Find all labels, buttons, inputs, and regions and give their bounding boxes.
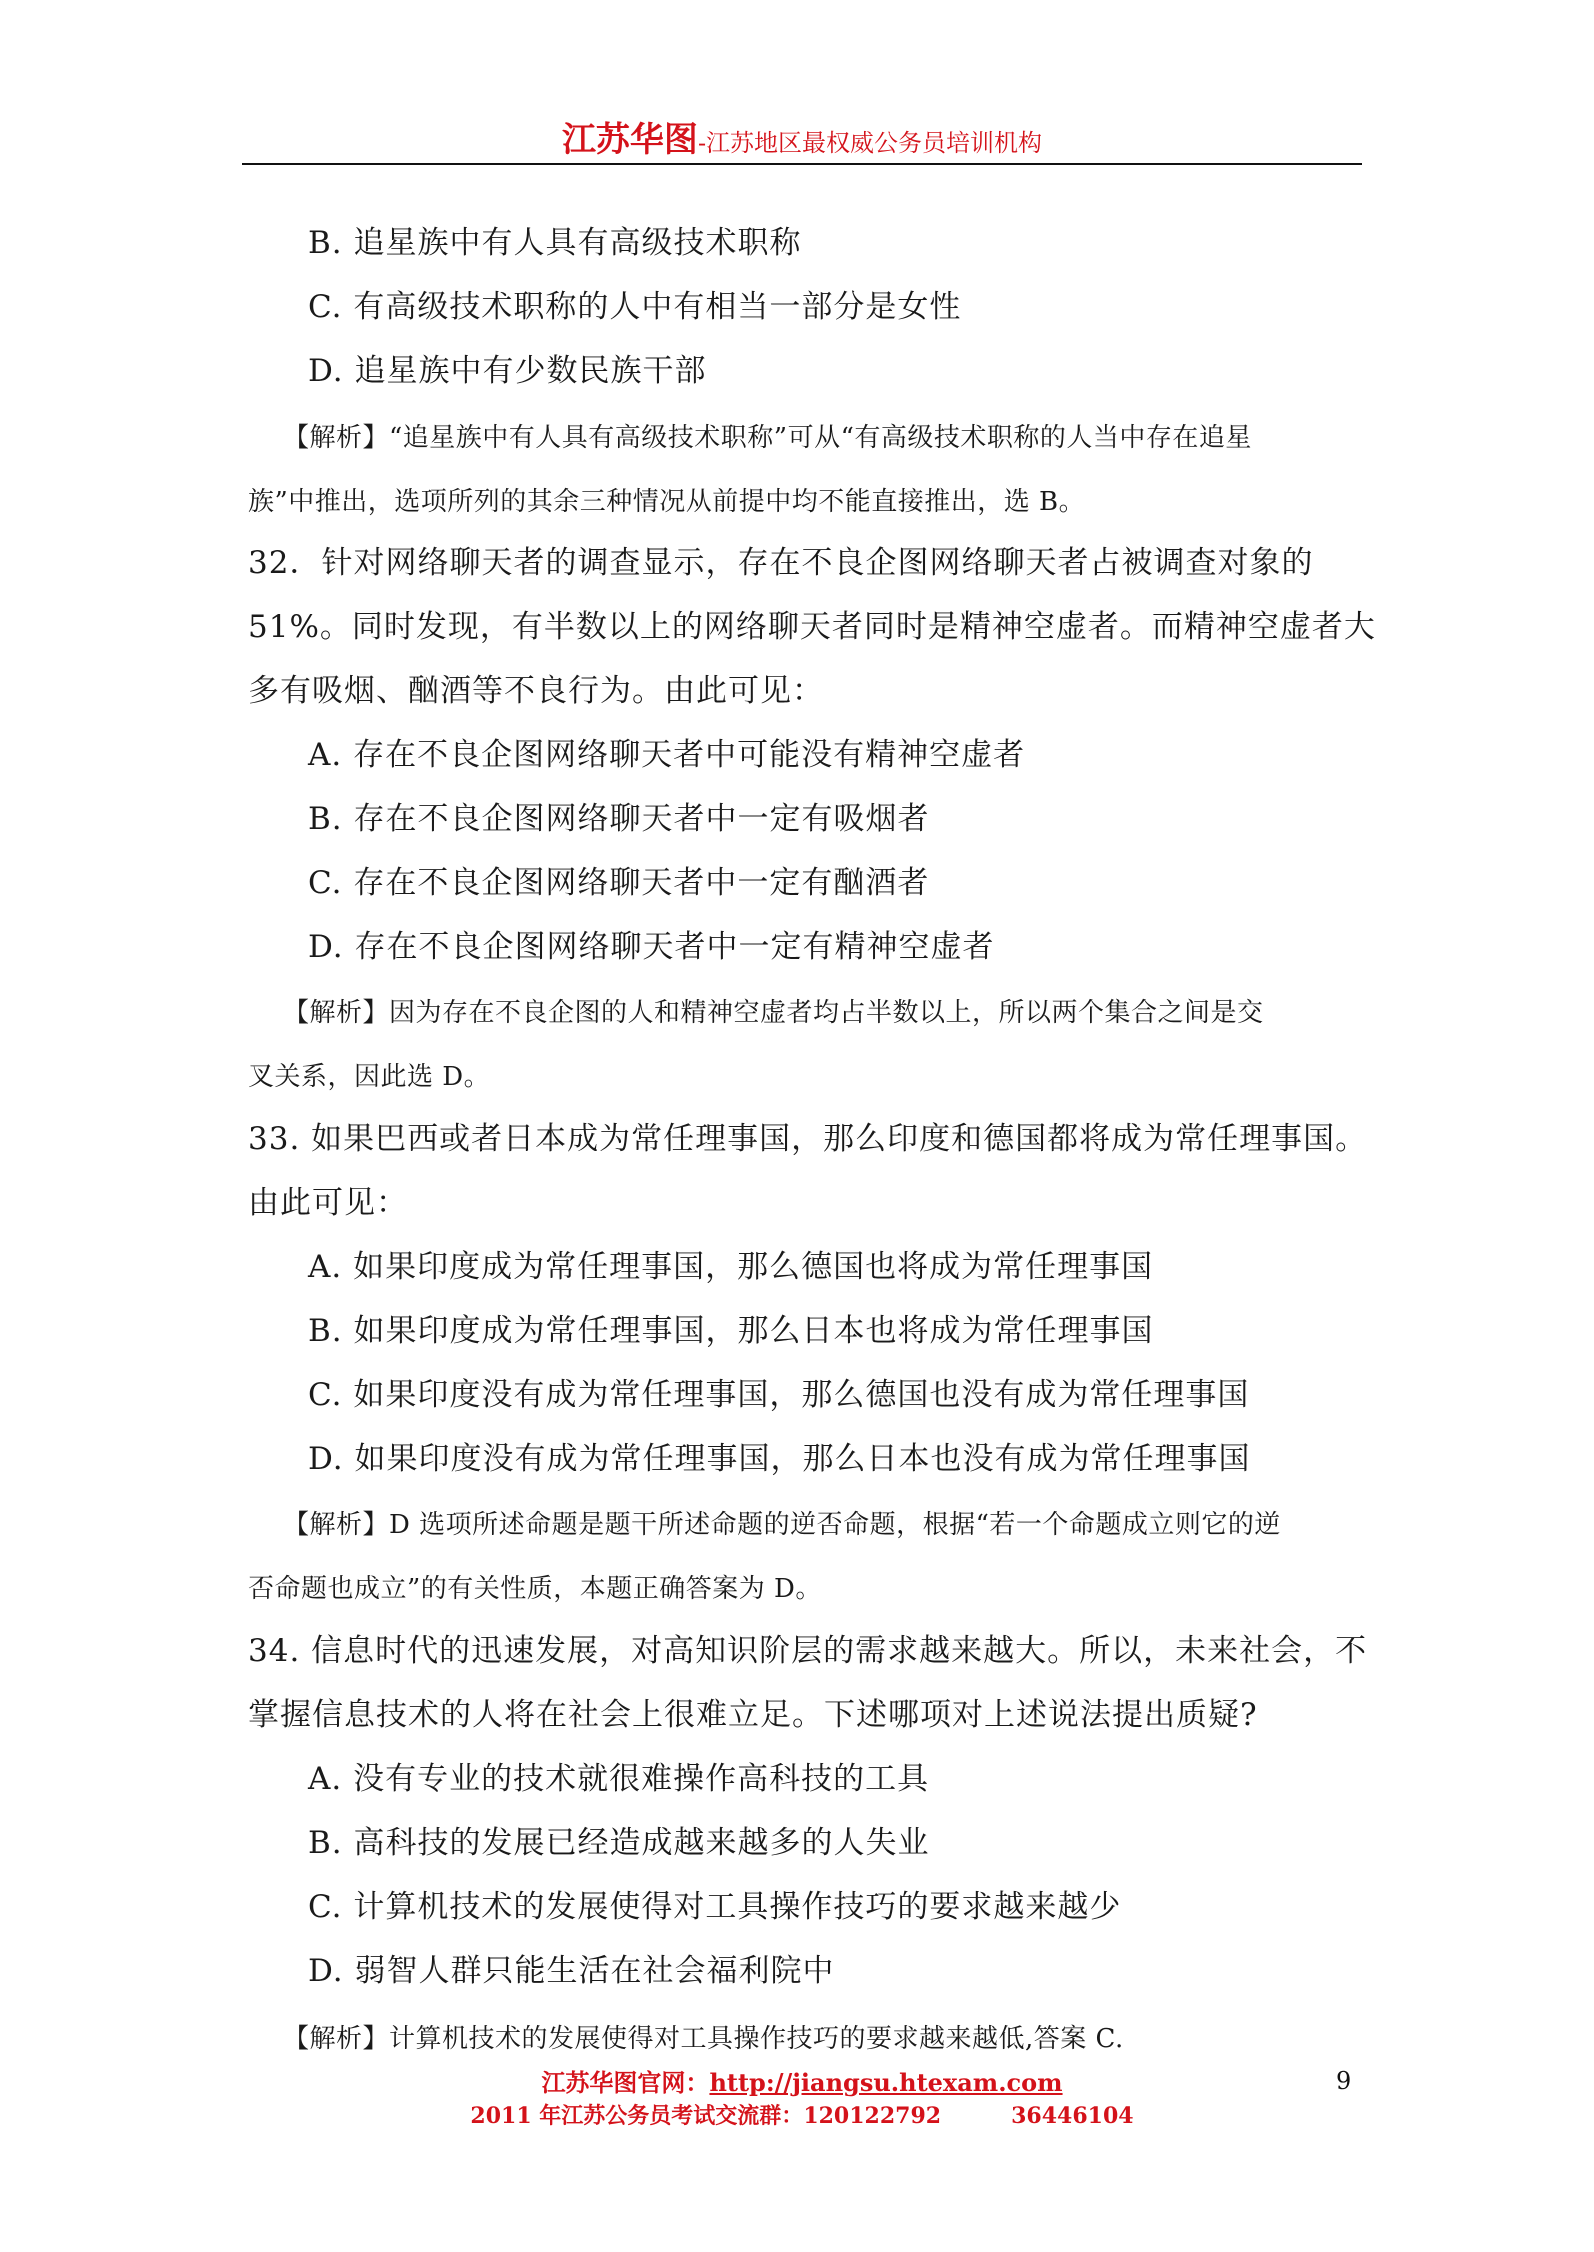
footer-group-number: 36446104 [1011, 2103, 1134, 2129]
page-number: 9 [1336, 2067, 1352, 2095]
question-line: 由此可见： [248, 1185, 408, 1221]
header-divider [242, 163, 1362, 165]
header-brand: 江苏华图 [561, 120, 698, 160]
explanation-line: 【解析】D 选项所述命题是题干所述命题的逆否命题，根据“若一个命题成立则它的逆 [283, 1510, 1281, 1540]
option-line: C. 有高级技术职称的人中有相当一部分是女性 [308, 289, 962, 325]
footer-website [242, 2066, 1362, 2100]
question-line: 多有吸烟、酗酒等不良行为。由此可见： [248, 673, 824, 709]
option-line: A. 存在不良企图网络聊天者中可能没有精神空虚者 [308, 737, 1026, 773]
option-line: D. 追星族中有少数民族干部 [308, 353, 707, 389]
explanation-line: 【解析】计算机技术的发展使得对工具操作技巧的要求越来越低,答案 C. [283, 2024, 1124, 2054]
explanation-line: 族”中推出，选项所列的其余三种情况从前提中均不能直接推出，选 B。 [248, 487, 1086, 517]
option-line: B. 高科技的发展已经造成越来越多的人失业 [308, 1825, 930, 1861]
explanation-line: 【解析】“追星族中有人具有高级技术职称”可从“有高级技术职称的人当中存在追星 [283, 423, 1252, 453]
option-line: A. 如果印度成为常任理事国，那么德国也将成为常任理事国 [308, 1249, 1154, 1285]
option-line: C. 计算机技术的发展使得对工具操作技巧的要求越来越少 [308, 1889, 1122, 1925]
question-line: 32．针对网络聊天者的调查显示，存在不良企图网络聊天者占被调查对象的 [248, 545, 1314, 581]
page-header [242, 118, 1362, 168]
explanation-line: 否命题也成立”的有关性质，本题正确答案为 D。 [248, 1574, 822, 1604]
footer-group-label: 2011 年江苏公务员考试交流群： [470, 2103, 804, 2129]
option-line: B. 存在不良企图网络聊天者中一定有吸烟者 [308, 801, 930, 837]
option-line: D. 弱智人群只能生活在社会福利院中 [308, 1953, 835, 1989]
question-line: 掌握信息技术的人将在社会上很难立足。下述哪项对上述说法提出质疑? [248, 1697, 1258, 1733]
footer-group-number: 120122792 [803, 2103, 942, 2129]
question-line: 33. 如果巴西或者日本成为常任理事国，那么印度和德国都将成为常任理事国。 [248, 1121, 1368, 1157]
option-line: C. 存在不良企图网络聊天者中一定有酗酒者 [308, 865, 930, 901]
option-line: D. 存在不良企图网络聊天者中一定有精神空虚者 [308, 929, 995, 965]
question-line: 51%。同时发现，有半数以上的网络聊天者同时是精神空虚者。而精神空虚者大 [248, 609, 1376, 645]
footer-groups [242, 2100, 1362, 2132]
footer-site-link[interactable]: http://jiangsu.htexam.com [709, 2068, 1063, 2097]
question-line: 34. 信息时代的迅速发展，对高知识阶层的需求越来越大。所以，未来社会，不 [248, 1633, 1368, 1669]
explanation-line: 【解析】因为存在不良企图的人和精神空虚者均占半数以上，所以两个集合之间是交 [283, 998, 1264, 1028]
option-line: D. 如果印度没有成为常任理事国，那么日本也没有成为常任理事国 [308, 1441, 1251, 1477]
header-slogan: -江苏地区最权威公务员培训机构 [697, 129, 1043, 157]
option-line: C. 如果印度没有成为常任理事国，那么德国也没有成为常任理事国 [308, 1377, 1250, 1413]
footer-site-label: 江苏华图官网： [541, 2068, 710, 2097]
explanation-line: 叉关系，因此选 D。 [248, 1062, 491, 1092]
option-line: B. 追星族中有人具有高级技术职称 [308, 225, 802, 261]
option-line: B. 如果印度成为常任理事国，那么日本也将成为常任理事国 [308, 1313, 1154, 1349]
option-line: A. 没有专业的技术就很难操作高科技的工具 [308, 1761, 930, 1797]
